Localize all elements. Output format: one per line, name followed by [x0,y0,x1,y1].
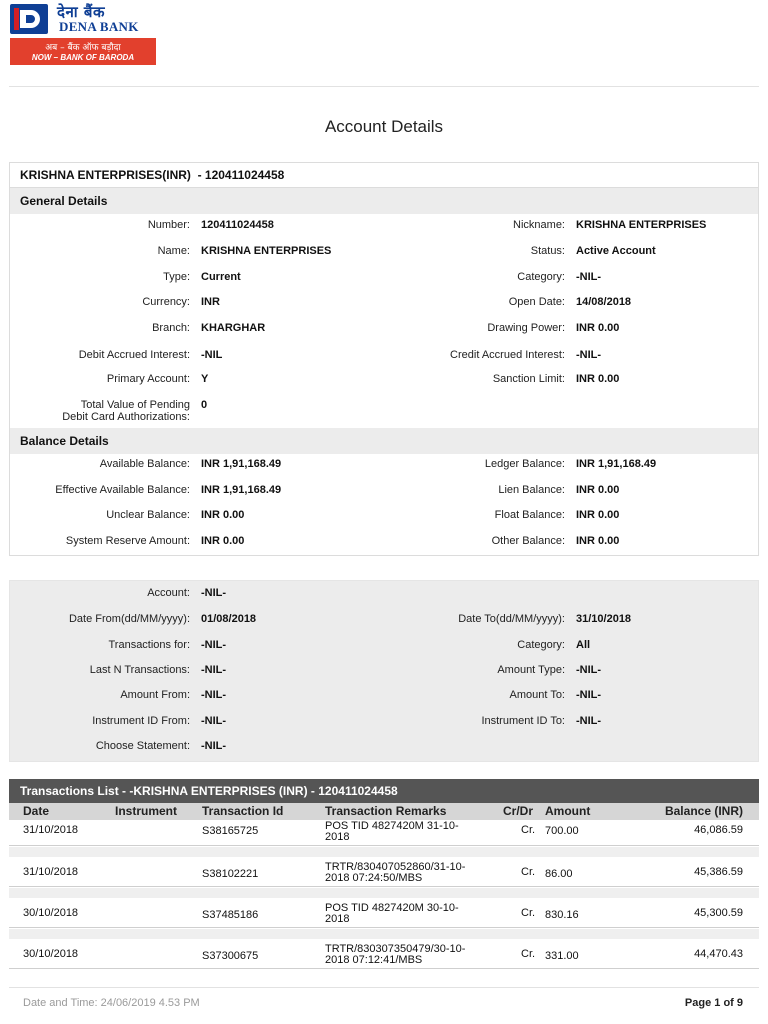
pending-label-line: Total Value of Pending [80,399,190,411]
field-value: -NIL- [576,664,602,676]
txn-amount: 331.00 [545,950,579,962]
field-label: Currency: [142,296,190,308]
column-cr-dr: Cr/Dr [503,804,534,818]
generated-datetime: Date and Time: 24/06/2019 4.53 PM [23,997,200,1009]
field-label: Float Balance: [494,509,565,521]
pending-label-line: Debit Card Authorizations: [62,411,190,423]
field-label: Debit Accrued Interest: [78,349,190,361]
txn-remarks: POS TID 4827420M 30-10-2018 [325,902,459,925]
field-label: Available Balance: [99,458,190,470]
row-spacer [9,847,759,857]
field-label: Primary Account: [106,373,190,385]
txn-cr-dr: Cr. [521,948,536,960]
general-row [10,245,758,263]
field-value: KHARGHAR [201,322,266,334]
field-label: Transactions for: [108,639,190,651]
bank-name: DENA BANK [59,19,139,34]
txn-balance: 45,386.59 [694,866,743,878]
txn-id: S38165725 [202,825,259,837]
field-label: Date From(dd/MM/yyyy): [68,613,190,625]
field-label: Category: [517,639,565,651]
field-value: Y [201,373,209,385]
field-label: Type: [163,271,190,283]
field-label: System Reserve Amount: [65,535,190,547]
balance-row [10,458,758,476]
field-value: -NIL- [201,587,227,599]
column-balance: Balance (INR) [664,804,743,818]
table-row [9,902,759,928]
balance-row [10,484,758,502]
criteria-row [10,639,758,657]
table-row [9,861,759,887]
txn-remarks: TRTR/830407052860/31-10-2018 07:24:50/MBS [325,861,466,884]
field-value: INR 0.00 [576,535,620,547]
field-value: INR 1,91,168.49 [201,484,282,496]
field-label: Unclear Balance: [106,509,190,521]
criteria-row [10,689,758,707]
field-label [62,399,190,423]
field-label: Last N Transactions: [89,664,190,676]
field-value: -NIL- [576,689,602,701]
field-label: Other Balance: [491,535,565,547]
field-value: INR 0.00 [576,509,620,521]
txn-id: S38102221 [202,868,259,880]
balance-details-heading: Balance Details [10,428,758,454]
page-indicator: Page 1 of 9 [684,997,743,1009]
txn-cr-dr: Cr. [521,824,536,836]
field-label: Effective Available Balance: [55,484,190,496]
field-label: Amount To: [509,689,565,701]
field-value: 01/08/2018 [201,613,257,625]
field-value: KRISHNA ENTERPRISES [576,219,707,231]
general-row [10,271,758,289]
field-value: -NIL- [201,664,227,676]
table-row [9,820,759,846]
field-value: INR 1,91,168.49 [576,458,657,470]
field-value: 31/10/2018 [576,613,632,625]
header-divider [9,86,759,87]
field-label: Name: [157,245,190,257]
field-value: INR 0.00 [576,373,620,385]
account-details-panel [9,162,759,556]
field-value: 14/08/2018 [576,296,632,308]
field-value: INR 0.00 [576,484,620,496]
page-title: Account Details [324,117,444,136]
field-label: Status: [530,245,565,257]
field-label: Drawing Power: [487,322,565,334]
txn-amount: 830.16 [545,909,579,921]
bank-tagline-banner [10,38,156,65]
txn-balance: 44,470.43 [694,948,743,960]
general-details-heading: General Details [10,188,758,214]
field-label: Branch: [152,322,190,334]
field-value: INR 0.00 [201,535,245,547]
column-instrument: Instrument [115,804,178,818]
bank-name-hindi: देना बैंक [57,3,105,21]
transactions-column-header [9,803,759,820]
field-label: Amount Type: [497,664,565,676]
field-value: INR 0.00 [576,322,620,334]
footer-divider [9,987,759,988]
field-value: -NIL- [201,639,227,651]
field-value: 0 [201,399,208,411]
txn-date: 31/10/2018 [23,866,79,878]
field-value: INR 1,91,168.49 [201,458,282,470]
dena-bank-logo [9,2,156,64]
account-name: KRISHNA ENTERPRISES(INR) [20,168,191,182]
balance-row [10,535,758,553]
txn-balance: 45,300.59 [694,907,743,919]
txn-id: S37485186 [202,909,259,921]
column-remarks: Transaction Remarks [325,804,447,818]
field-value: -NIL- [201,689,227,701]
tagline: NOW – BANK OF BARODA [31,53,135,62]
statement-criteria-panel [9,580,759,762]
criteria-row [10,740,758,758]
field-value: INR [201,296,220,308]
tagline-hindi: अब – बैंक ऑफ बड़ौदा [45,43,121,53]
general-row [10,322,758,340]
row-spacer [9,888,759,898]
txn-id: S37300675 [202,950,259,962]
field-label: Open Date: [508,296,565,308]
general-row-pending [10,399,758,425]
field-value: -NIL- [201,715,227,727]
balance-details-grid [10,454,758,555]
field-value: Active Account [576,245,656,257]
txn-remarks: TRTR/830307350479/30-10-2018 07:12:41/MBS [325,943,466,966]
field-label: Amount From: [120,689,190,701]
field-value: KRISHNA ENTERPRISES [201,245,332,257]
row-spacer [9,929,759,939]
field-value: -NIL- [576,349,602,361]
general-row [10,296,758,314]
account-number: - 120411024458 [197,168,285,182]
criteria-row [10,664,758,682]
general-row [10,349,758,367]
txn-amount: 86.00 [545,868,573,880]
field-label: Account: [147,587,190,599]
field-value: -NIL- [576,715,602,727]
field-value: INR 0.00 [201,509,245,521]
field-label: Category: [517,271,565,283]
field-value: All [576,639,591,651]
table-row [9,943,759,969]
transactions-list-heading: Transactions List - -KRISHNA ENTERPRISES (INR) - 120411024458 [9,779,759,803]
field-value: Current [201,271,241,283]
general-details-grid [10,214,758,428]
field-label: Ledger Balance: [484,458,565,470]
column-transaction-id: Transaction Id [202,804,284,818]
general-row [10,219,758,237]
txn-cr-dr: Cr. [521,907,536,919]
balance-row [10,509,758,527]
column-amount: Amount [545,804,591,818]
field-label: Number: [147,219,190,231]
field-label: Instrument ID From: [92,715,190,727]
field-value: -NIL [201,349,223,361]
txn-remarks: POS TID 4827420M 31-10-2018 [325,820,459,843]
field-label: Choose Statement: [95,740,190,752]
account-header [10,163,758,188]
field-label: Nickname: [513,219,565,231]
field-label: Credit Accrued Interest: [450,349,565,361]
bank-emblem-icon [10,4,48,34]
column-date: Date [23,804,50,818]
txn-date: 30/10/2018 [23,948,79,960]
txn-amount: 700.00 [545,825,579,837]
txn-cr-dr: Cr. [521,866,536,878]
criteria-row [10,587,758,605]
field-label: Lien Balance: [498,484,565,496]
txn-balance: 46,086.59 [694,824,743,836]
criteria-row [10,715,758,733]
criteria-row [10,613,758,631]
field-value: 120411024458 [201,219,274,231]
general-row [10,373,758,391]
field-label: Sanction Limit: [492,373,565,385]
field-value: -NIL- [201,740,227,752]
field-label: Instrument ID To: [481,715,565,727]
txn-date: 30/10/2018 [23,907,79,919]
field-value: -NIL- [576,271,602,283]
field-label: Date To(dd/MM/yyyy): [458,613,565,625]
txn-date: 31/10/2018 [23,824,79,836]
